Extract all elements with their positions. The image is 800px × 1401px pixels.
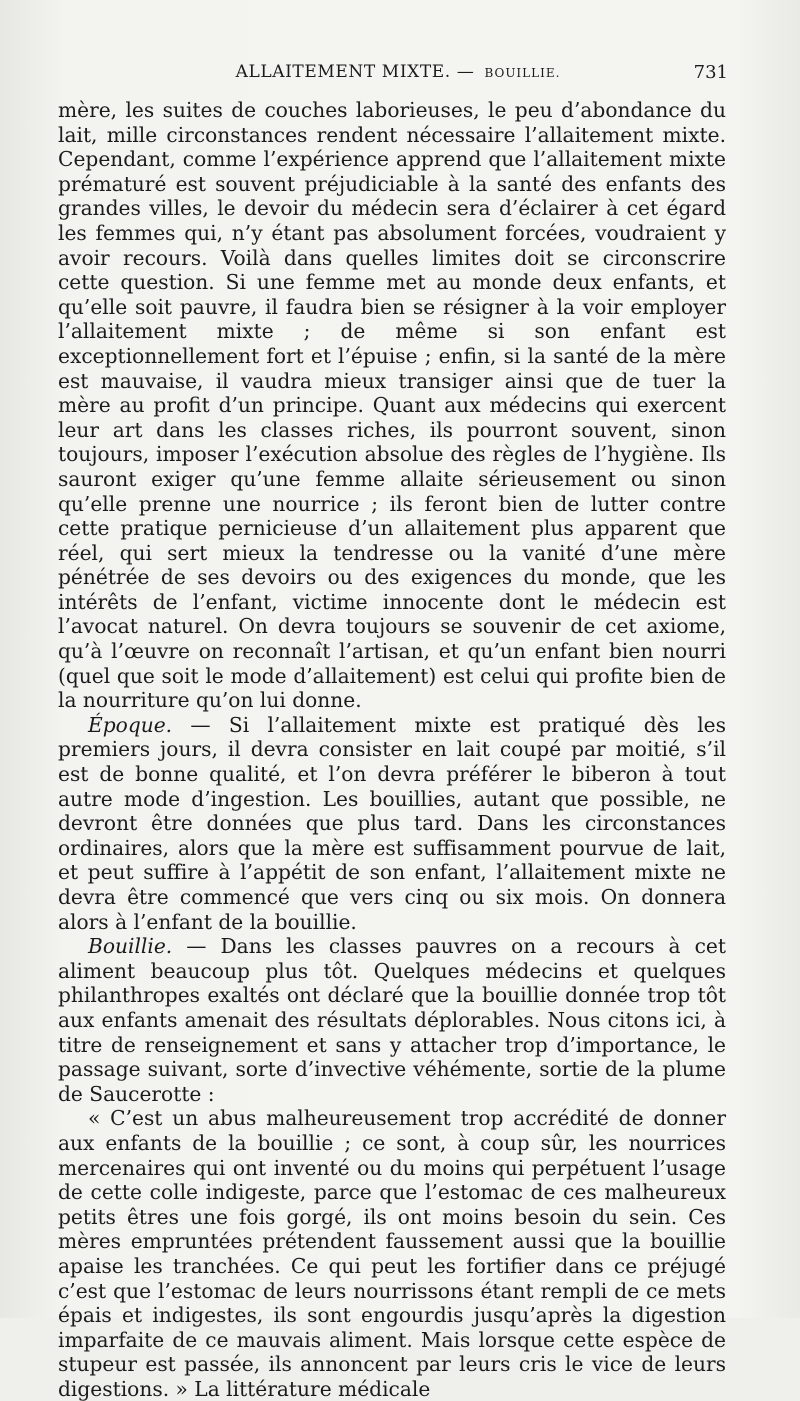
page-number: 731 — [693, 62, 728, 83]
running-subtitle: BOUILLIE. — [484, 66, 561, 80]
running-title: ALLAITEMENT MIXTE. — [235, 62, 451, 82]
paragraph-text: mère, les suites de couches laborieuses, le peu d’abondance du lait, mille circonstances rendent nécessaire l’allaitement mixte. Cependant, comme l’expérience apprend que l’allaitement mixte prématuré est souvent préjudiciable à la santé des enfants des grandes villes, le devoir du médecin sera d’éclairer à cet égard les femmes qui, n’y étant pas absolument forcées, voudraient y avoir recours. Voilà dans quelles limites doit se circonscrire cette question. Si une femme met au monde deux enfants, et qu’elle soit pauvre, il faudra bien se résigner à la voir employer l’allaitement mixte ; de même si son enfant est exceptionnellement fort et l’épuise ; enfin, si la santé de la mère est mauvaise, il vaudra mieux transiger ainsi que de tuer la mère au profit d’un principe. Quant aux médecins qui exercent leur art dans les classes riches, ils pourront souvent, sinon toujours, imposer l’exécution absolue des règles de l’hygiène. Ils sauront exiger qu’une femme allaite sérieusement ou sinon qu’elle prenne une nourrice ; ils feront bien de lutter contre cette pratique pernicieuse d’un allaitement plus apparent que réel, qui sert mieux la tendresse ou la vanité d’une mère pénétrée de ses devoirs ou des exigences du monde, que les intérêts de l’enfant, victime innocente dont le médecin est l’avocat naturel. On devra toujours se souvenir de cet axiome, qu’à l’œuvre on reconnaît l’artisan, et qu’un enfant bien nourri (quel que soit le mode d’allaitement) est celui qui profite bien de la nourriture qu’on lui donne. — [58, 98, 726, 713]
paragraph-continuation — [58, 98, 726, 713]
section-label-bouillie: Bouillie. — [88, 934, 173, 959]
body-text — [58, 98, 726, 1401]
paragraph-text: « C’est un abus malheureusement trop accrédité de donner aux enfants de la bouillie ; ce sont, à coup sûr, les nourrices mercenaires qui ont inventé ou du moins qui perpétuent l’usage de cette colle indigeste, parce que l’estomac de ces malheureux petits êtres une fois gorgé, ils ont moins besoin du sein. Ces mères empruntées prétendent faussement aussi que la bouillie apaise les tranchées. Ce qui peut les fortifier dans ce préjugé c’est que l’estomac de leurs nourrissons étant rempli de ce mets épais et indigestes, ils sont engourdis jusqu’après la digestion imparfaite de ce mauvais aliment. Mais lorsque cette espèce de stupeur est passée, ils annoncent par leurs cris le vice de leurs digestions. » La littérature médicale — [58, 1106, 726, 1401]
paragraph-text: — Dans les classes pauvres on a recours à cet aliment beaucoup plus tôt. Quelques médecins et quelques philanthropes exaltés ont déclaré que la bouillie donnée trop tôt aux enfants amenait des résultats déplorables. Nous citons ici, à titre de renseignement et sans y attacher trop d’importance, le passage suivant, sorte d’invective véhémente, sortie de la plume de Saucerotte : — [58, 934, 726, 1106]
running-head — [58, 62, 738, 82]
paragraph-epoque — [58, 713, 726, 934]
paragraph-bouillie — [58, 934, 726, 1106]
paragraph-quotation — [58, 1106, 726, 1401]
paragraph-text: — Si l’allaitement mixte est pratiqué dès les premiers jours, il devra consister en lait coupé par moitié, s’il est de bonne qualité, et l’on devra préférer le biberon à tout autre mode d’ingestion. Les bouillies, autant que possible, ne devront être données que plus tard. Dans les circonstances ordinaires, alors que la mère est suffisamment pourvue de lait, et peut suffire à l’appétit de son enfant, l’allaitement mixte ne devra être commencé que vers cinq ou six mois. On donnera alors à l’enfant de la bouillie. — [58, 712, 726, 934]
page-header — [58, 62, 738, 90]
running-head-dash: — — [456, 62, 475, 82]
section-label-epoque: Époque. — [88, 712, 173, 737]
